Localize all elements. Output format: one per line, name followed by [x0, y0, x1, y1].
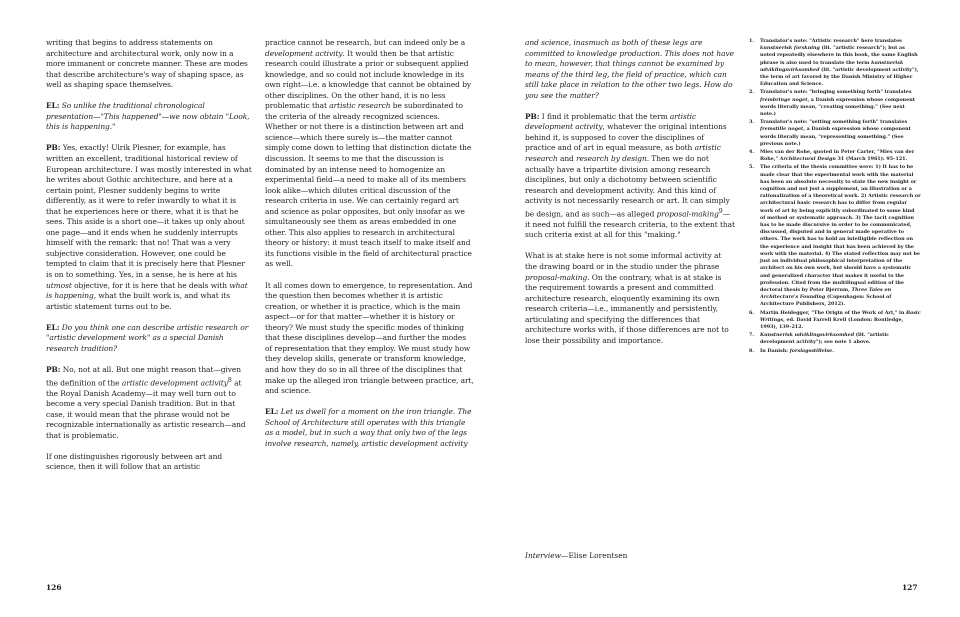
- footnote-item: [749, 89, 921, 118]
- footnote-text: Translator's note: "bringing something forth" translates: [760, 89, 912, 96]
- speaker-label: PB:: [46, 364, 61, 374]
- emphasis: development activity: [265, 48, 343, 58]
- emphasis: research by design: [576, 154, 647, 164]
- footnote-item: [749, 38, 921, 88]
- footnote-emphasis: Basic Writings: [760, 309, 921, 323]
- emphasis: artistic research: [329, 101, 391, 111]
- answer-paragraph: [46, 143, 252, 312]
- speaker-label: EL:: [265, 407, 279, 417]
- paragraph: [525, 251, 735, 346]
- footnote-number: 8.: [749, 347, 755, 354]
- question-paragraph: [46, 101, 252, 133]
- footnote-number: 7.: [749, 332, 755, 339]
- paragraph: writing that begins to address statements on architecture and architectural work, only now in a more immanent or concrete manner. These are modes that describe architecture's way of shaping space, as well as shaping space themselves.: [46, 38, 248, 90]
- footnote-item: [749, 119, 921, 148]
- footnote-item: [749, 164, 921, 308]
- footnote-text: .: [832, 347, 834, 354]
- footnote-emphasis: forslagsstillelse: [789, 347, 833, 354]
- text-run: What is at stake here is not some informal activity at the drawing board or in the studio under the phrase: [525, 251, 722, 271]
- footnote-emphasis: Three Tales on Architecture's Founding: [760, 286, 892, 301]
- speaker-label: PB:: [525, 111, 540, 121]
- footnote-text: In Danish:: [760, 347, 790, 354]
- text-run: I find it problematic that the term: [539, 111, 670, 121]
- footnote-text: Translator's note: "Artistic research" here translates: [760, 38, 902, 44]
- footnote-text: (Copenhagen: School of Architecture Publishers, 2012).: [760, 294, 892, 308]
- text-run: Yes, exactly! Ulrik Plesner, for example, has written an excellent, traditional historical review of European architecture. I was mostly interested in what he writes about Gothic architecture, and here at a certain point, Plesner suddenly begins to write differently, as it were to refer inwardly to what it is that he experiences here or there, what it is that he sees. This aside is a short one—it takes up only about one page—and it ends when he suddenly interrupts himself with the remark: that no! That was a very subjective consideration. However, one could be tempted to claim that it is precisely here that Plesner is on to something. Yes, in a sense, he is here at his: [46, 143, 252, 280]
- text-run: —it need not fulfill the research criteria, to the extent that such criteria exist at all for this "making.": [525, 209, 735, 240]
- paragraph: [265, 38, 474, 270]
- text-run: , what the built work is, and what its artistic statement turns out to be.: [46, 291, 230, 311]
- question-text: Let us dwell for a moment on the iron triangle. The School of Architecture still operates with this triangle as a model, but in such a way that only two of the legs involve research, namely, artistic development activity: [265, 407, 472, 448]
- footnote-emphasis: frembringe noget: [760, 96, 808, 103]
- text-run: . On the contrary, what is at stake is the requirement towards a present and committed architecture research, eloquently examining its own research criteria—i.e., immanently and persistently, articulating and specifying the differences that architecture works with, if those differences are not to lose their possibility and importance.: [525, 272, 729, 345]
- footer-section-label: Interview: [525, 551, 562, 560]
- footer-author-name: Elise Lorentsen: [568, 551, 628, 560]
- footnote-number: 4.: [749, 149, 755, 156]
- footnote-text: The criteria of the thesis committee were: 1) It has to be made clear that the experimental work with the material has been an absolute necessity to state the new insight or cognition and not just a supplement, an illustration or a rationalization of a theoretical work. 2) Artistic research or architectural basic research has to differ from regular work of art by being explicitly subordinated to some kind of method or systematic approach. 3) The tacit cognition has to be made discursive in order to be communicated, discussed, disputed and in general made operative to others. The work has to hold an intelligible reflection on the experience and insight that has been achieved by the work with the material. 4) The stated reflection may not be just an individual philosophical interpretation of the architect on his own work, but should have a systematic and generalized character that makes it useful to the profession. Cited from the multilingual edition of the doctoral thesis by Peter Bjerrum,: [760, 164, 921, 293]
- text-run: . Then we do not actually have a tripartite division among research disciplines, but only a dichotomy between scientific research and development activity. And this kind of activity is not necessarily research or art. It can simply be design, and as such—as alleged: [525, 154, 730, 219]
- question-paragraph: [265, 407, 474, 449]
- question-continuation: and science, inasmuch as both of these legs are committed to knowledge production. This does not have to mean, however, that things cannot be examined by means of the third leg, the field of practice, which can still take place in relation to the other two legs. How do you see the matter?: [525, 38, 734, 100]
- text-run: objective, for it is here that he deals with: [71, 280, 230, 290]
- text-run: , whatever the original intentions behind it, is supposed to cover the disciplines of practice and of art in equal measure, as both: [525, 122, 727, 153]
- footnote-text: (lit. "artistic research"); but as noted repeatedly elsewhere in this book, the same English phrase is also used to translate the term: [760, 45, 918, 66]
- footnote-text: (lit. "artistic development activity"), the term of art favored by the Danish Ministry of Higher Education and Science.: [760, 66, 919, 88]
- speaker-label: EL:: [46, 322, 60, 332]
- text-run: . It would then be that artistic research could illustrate a prior or subsequent applied knowledge, and so could not include knowledge in its own right—i.e. a knowledge that cannot be obtained by other disciplines. On the other hand, it is no less problematic that: [265, 48, 472, 111]
- footnote-emphasis: Kunstnerisk udviklingsvirksomhed: [760, 332, 855, 339]
- footnote-emphasis: kunstnerisk udviklingsvirksomhed: [760, 59, 904, 73]
- footnote-number: 1.: [749, 38, 755, 44]
- emphasis: what is happening: [46, 280, 248, 301]
- footnote-text: 31 (March 1961): 95–121.: [835, 156, 908, 163]
- speaker-label: PB:: [46, 143, 61, 153]
- paragraph: It all comes down to emergence, to representation. And the question then becomes whether it is artistic creation, or whether it is practice, which is the main aspect—or for that matter—whether it is history or theory? We must study the specific modes of thinking that these disciplines develop—and further the modes of representation that they employ. We must study how they develop skills, generate or transform knowledge, and how they do so in all three of the disciplines that make up the alleged iron triangle between practice, art, and science.: [265, 280, 474, 396]
- footnote-number: 5.: [749, 164, 755, 171]
- footnote-emphasis: kunstnerisk forskning: [760, 45, 820, 52]
- footnote-text: , ed. David Farrell Krell (London: Routledge, 1993), 139–212.: [760, 316, 904, 330]
- answer-paragraph: [46, 365, 252, 441]
- left-page-column-2: [265, 38, 474, 460]
- paragraph: If one distinguishes rigorously between art and science, then it will follow that an artistic: [46, 451, 223, 472]
- emphasis: proposal-making: [656, 209, 719, 219]
- page-number-left: 126: [46, 583, 62, 592]
- emphasis: proposal-making: [525, 272, 588, 282]
- footnote-item: [749, 310, 921, 332]
- footnote-ref[interactable]: 8: [227, 376, 232, 384]
- left-page-column-1: [46, 38, 252, 483]
- page-number-right: 127: [902, 583, 918, 592]
- footnote-text: , a Danish expression whose component words literally mean, "creating something." (See next note.): [760, 96, 915, 118]
- footnotes-list: [749, 38, 921, 356]
- footnote-number: 3.: [749, 119, 755, 126]
- text-run: be subordinated to the criteria of the already recognized sciences. Whether or not there is a distinction between art and science—which there surely is—the matter cannot simply come down to letting that distinction dictate the discussion. It seems to me that the discussion is dominated by an intense need to homogenize an experimental field—a need to make all of its members look alike—which dilutes critical discussion of the research criteria in use. We can certainly regard art and science as polar opposites, but only insofar as we simultaneously see them as areas embedded in one other. This also applies to research in architectural theory or history: it must teach itself to make itself and its functions visible in the field of architectural practice as well.: [265, 101, 472, 269]
- text-run: practice cannot be research, but can indeed only be a: [265, 38, 466, 47]
- footnote-number: 6.: [749, 309, 755, 316]
- footer-dash: —: [561, 551, 569, 560]
- footnote-emphasis: fremstille noget: [760, 126, 804, 133]
- running-footer: [525, 551, 627, 561]
- footnote-text: Martin Heidegger, "The Origin of the Work of Art," in: [760, 309, 907, 316]
- emphasis: artistic development activity: [121, 377, 228, 387]
- footnote-item: [749, 348, 921, 355]
- right-page-column-1: [525, 38, 735, 357]
- footnote-text: Mies van der Rohe, quoted in Peter Carter, "Mies van der Rohe,": [760, 149, 915, 163]
- text-run: No, not at all. But one might reason that—given the definition of the: [46, 364, 241, 387]
- footnote-text: , a Danish expression whose component words literally mean, "representing something." (See previous note.): [760, 126, 911, 147]
- emphasis: artistic research: [525, 143, 721, 164]
- footnote-item: [749, 149, 921, 163]
- text-run: at the Royal Danish Academy—it may well turn out to become a very special Danish tradition. But in that case, it would mean that the phrase would not be recognizable internationally as artistic research—and that is problematic.: [46, 377, 246, 440]
- answer-paragraph: [525, 112, 735, 241]
- question-paragraph: [46, 323, 252, 355]
- emphasis: utmost: [46, 280, 72, 290]
- text-run: and: [557, 154, 577, 164]
- emphasis: artistic development activity: [525, 111, 697, 132]
- question-text: So unlike the traditional chronological presentation—"This happened"—we now obtain "Look, this is happening.": [46, 101, 250, 132]
- footnote-emphasis: Architectural Design: [779, 156, 836, 163]
- footnote-text: Translator's note: "setting something forth" translates: [760, 119, 908, 126]
- footnote-number: 2.: [749, 89, 755, 96]
- question-text: Do you think one can describe artistic research or "artistic development work" as a special Danish research tradition?: [46, 322, 249, 353]
- footnote-text: (lit. "artistic development activity"); see note 1 above.: [760, 332, 890, 346]
- footnote-item: [749, 332, 921, 346]
- speaker-label: EL:: [46, 101, 60, 111]
- footnote-ref[interactable]: 9: [718, 207, 723, 215]
